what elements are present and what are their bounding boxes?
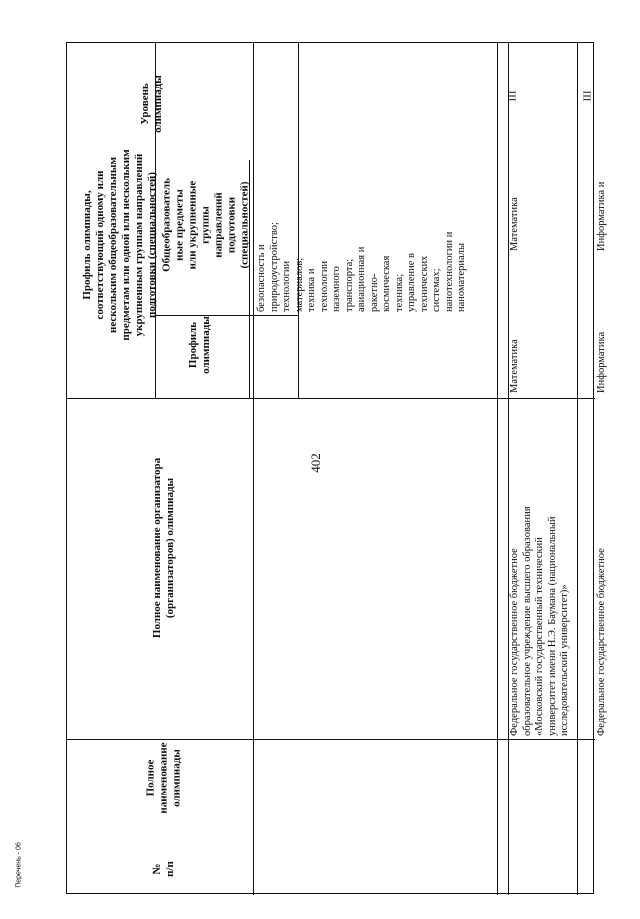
row-profile: Математика xyxy=(509,339,520,393)
column-divider xyxy=(577,43,578,895)
column-divider xyxy=(497,43,498,895)
row-profile: Информатика xyxy=(596,331,607,393)
page-number: 402 xyxy=(308,453,323,473)
row-divider xyxy=(67,398,595,399)
row-level: III xyxy=(506,90,519,102)
footer-label: Перечень - 06 xyxy=(15,842,23,888)
header-subdivider xyxy=(155,315,298,316)
row-divider xyxy=(67,739,595,740)
header-organizer: Полное наименование организатора (организаторов) олимпиады xyxy=(151,457,176,639)
column-divider xyxy=(508,43,509,895)
header-number: № п/п xyxy=(151,861,176,877)
header-olympiad-name: Полное наименование олимпиады xyxy=(144,742,183,814)
row-organizer: Федеральное государственное бюджетное образовательное учреждение высшего образования «Московский государственный технический университет имени Н.Э. Баумана (национальный исследовательский университет)» xyxy=(509,506,570,736)
column-divider xyxy=(298,43,299,398)
continuation-subjects: безопасность и природоустройство; технологии материалов; техника и технологии наземного транспорта; авиационная и ракетно- космическая техника; управление в технических системах; нанотехнологии и наноматериалы xyxy=(256,222,467,312)
row-organizer: Федеральное государственное бюджетное xyxy=(596,548,607,736)
row-subjects: Математика xyxy=(509,197,520,251)
row-subjects: Информатика и xyxy=(596,181,607,251)
header-subjects: Общеобразователь ные предметы или укрупненные группы направлений подготовки (специальностей) xyxy=(160,178,251,272)
header-level: Уровень олимпиады xyxy=(139,75,164,133)
header-profile-group: Профиль олимпиады, соответствующий одному или нескольким общеобразовательным предметам или одной или нескольким укрупненным группам направлений подготовки (специальностей) xyxy=(81,149,158,341)
row-level: III xyxy=(581,90,594,102)
column-divider xyxy=(253,43,254,895)
header-profile: Профиль олимпиады xyxy=(187,316,212,374)
